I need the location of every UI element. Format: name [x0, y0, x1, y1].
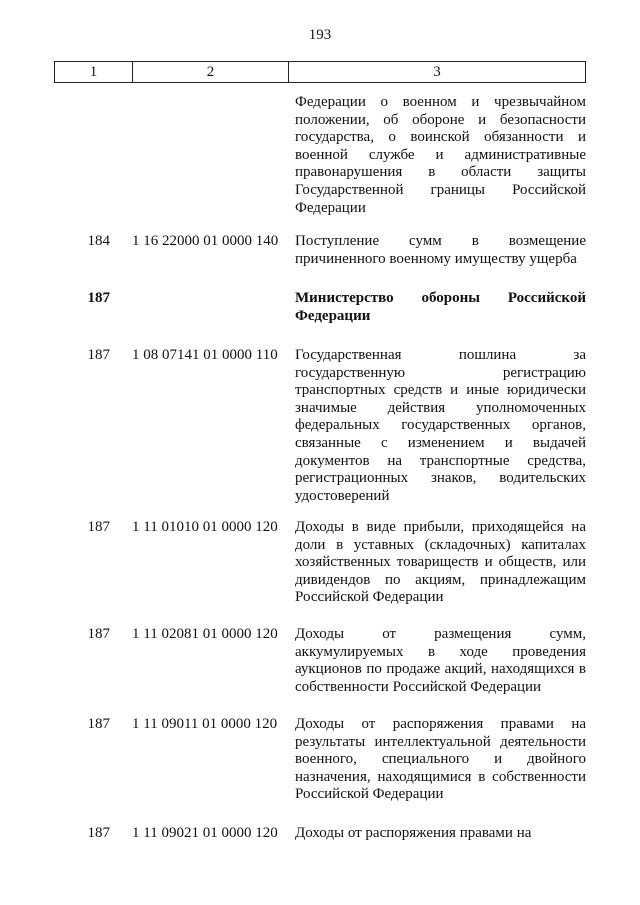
table-row — [0, 94, 586, 217]
row-budget-code: 1 11 09011 01 0000 120 — [132, 716, 278, 732]
row-description — [295, 290, 586, 325]
description-line: Доходы от распоряжения правами на — [295, 825, 532, 841]
description-line: Поступление сумм в возмещение — [295, 233, 586, 249]
row-budget-code: 1 11 02081 01 0000 120 — [132, 626, 278, 642]
row-budget-code — [110, 94, 295, 217]
row-code: 187 — [87, 825, 110, 841]
description-line: назначения, находящимися в собственности — [295, 768, 586, 785]
row-code: 187 — [87, 716, 110, 732]
row-budget-code: 1 11 01010 01 0000 120 — [132, 519, 278, 535]
header-col-3: 3 — [433, 63, 441, 80]
row-description — [295, 825, 586, 843]
page-number: 193 — [308, 27, 332, 43]
description-line: регистрационных знаков, водительских — [295, 470, 586, 487]
row-budget-code — [110, 290, 295, 325]
row-description — [295, 233, 586, 268]
description-line: государства, о воинской обязанности и — [295, 129, 586, 146]
row-code: 184 — [87, 233, 110, 249]
description-line: Доходы от распоряжения правами на — [295, 716, 586, 732]
row-budget-code: 1 08 07141 01 0000 110 — [132, 347, 278, 363]
row-description — [295, 347, 586, 505]
description-line: Федерации о военном и чрезвычайном — [295, 94, 586, 110]
row-code: 187 — [87, 519, 110, 535]
description-line: государственную регистрацию — [295, 364, 586, 381]
description-line: правонарушения в области защиты — [295, 164, 586, 181]
header-col-1: 1 — [55, 62, 133, 82]
description-line: аукционов по продаже акций, находящихся в — [295, 661, 586, 678]
description-line: транспортных средств и иные юридически — [295, 382, 586, 399]
description-line: связанные с изменением и выдачей — [295, 434, 586, 451]
row-budget-code: 1 11 09021 01 0000 120 — [132, 825, 278, 841]
header-col-2: 2 — [133, 62, 289, 82]
description-line: дивидендов по акциям, принадлежащим — [295, 571, 586, 588]
table-row — [0, 825, 586, 843]
row-description — [295, 94, 586, 217]
description-line: причиненного военному имуществу ущерба — [295, 250, 577, 267]
description-line: федеральных государственных органов, — [295, 417, 586, 434]
description-line: положении, об обороне и безопасности — [295, 111, 586, 128]
description-line: значимые действия уполномоченных — [295, 399, 586, 416]
description-line: Российской Федерации — [295, 589, 444, 606]
description-line: удостоверений — [295, 487, 390, 504]
row-description — [295, 716, 586, 804]
row-code: 187 — [87, 290, 110, 306]
table-row — [0, 626, 586, 696]
description-line: Федерации — [295, 199, 366, 216]
row-code: 187 — [87, 626, 110, 642]
row-budget-code: 1 16 22000 01 0000 140 — [132, 233, 279, 249]
description-line: Федерации — [295, 307, 371, 324]
description-line: Государственная пошлина за — [295, 347, 586, 363]
description-line: Государственной границы Российской — [295, 181, 586, 198]
description-line: военного, специального и двойного — [295, 751, 586, 768]
description-line: военной службе и административные — [295, 146, 586, 163]
description-line: собственности Российской Федерации — [295, 678, 542, 695]
description-line: Министерство обороны Российской — [295, 290, 586, 306]
table-header — [54, 61, 586, 83]
row-description — [295, 626, 586, 696]
description-line: доли в уставных (складочных) капиталах — [295, 536, 586, 553]
description-line: документов на транспортные средства, — [295, 452, 586, 469]
row-code: 187 — [87, 347, 110, 363]
description-line: хозяйственных товариществ и обществ, или — [295, 554, 586, 571]
description-line: Доходы от размещения сумм, — [295, 626, 586, 642]
description-line: Доходы в виде прибыли, приходящейся на — [295, 519, 586, 535]
table-row — [0, 290, 586, 325]
table-row — [0, 519, 586, 607]
description-line: аккумулируемых в ходе проведения — [295, 643, 586, 660]
table-row — [0, 233, 586, 268]
description-line: Российской Федерации — [295, 786, 444, 803]
description-line: результаты интеллектуальной деятельности — [295, 733, 586, 750]
table-row — [0, 347, 586, 505]
row-description — [295, 519, 586, 607]
table-row — [0, 716, 586, 804]
